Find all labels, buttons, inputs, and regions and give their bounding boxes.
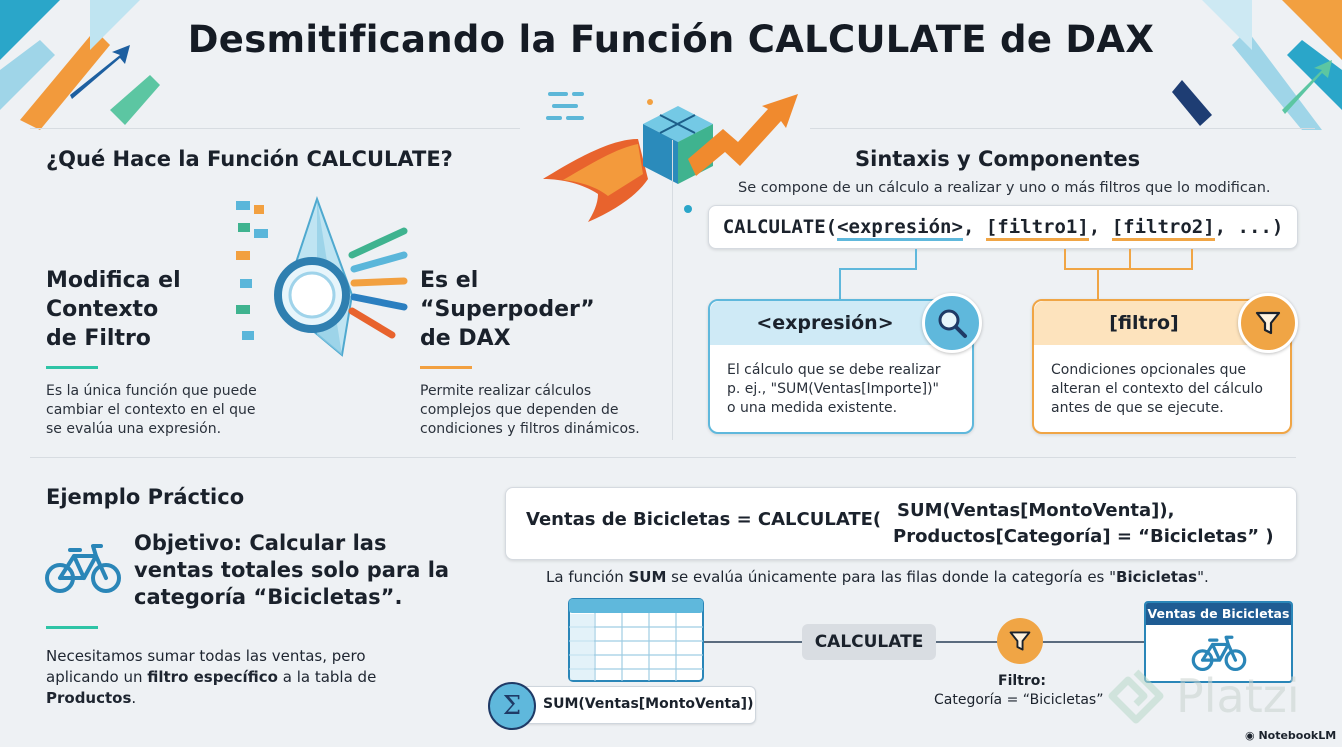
platzi-logo-mark <box>1108 668 1164 724</box>
note-text: a la tabla de <box>277 668 377 686</box>
table-icon <box>568 598 704 682</box>
feature-filter-context-desc <box>46 382 257 439</box>
feature-title-line: de DAX <box>420 326 511 351</box>
desc-line: p. ej., "SUM(Ventas[Importe])" <box>727 381 939 397</box>
note-line: Necesitamos sumar todas las ventas, pero <box>46 647 366 665</box>
top-divider-right <box>810 128 1315 129</box>
explain-emphasis: Bicicletas <box>1116 568 1198 586</box>
syntax-heading: Sintaxis y Componentes <box>855 147 1141 171</box>
code-comma: , <box>962 216 986 238</box>
explain-emphasis: SUM <box>628 568 667 586</box>
example-heading: Ejemplo Práctico <box>46 485 245 509</box>
platzi-watermark: Platzi <box>1176 669 1300 723</box>
vertical-divider <box>672 140 673 440</box>
desc-line: Permite realizar cálculos <box>420 383 592 399</box>
code-expression-param: <expresión> <box>837 216 963 241</box>
desc-line: condiciones y filtros dinámicos. <box>420 421 640 437</box>
sum-label: SUM(Ventas[MontoVenta]) <box>543 696 754 712</box>
desc-line: o una medida existente. <box>727 400 898 416</box>
syntax-connectors <box>700 247 1300 307</box>
sum-flow-node <box>504 686 756 724</box>
example-note <box>46 646 376 709</box>
feature-filter-context-title <box>46 266 181 353</box>
code-rest: , ...) <box>1214 216 1284 238</box>
formula-line2: Productos[Categoría] = “Bicicletas” ) <box>893 526 1274 547</box>
filter-flow-value: Categoría = “Bicicletas” <box>934 692 1104 708</box>
feature-title-line: “Superpoder” <box>420 297 595 322</box>
code-filter2-param: [filtro2] <box>1112 216 1215 241</box>
feature-superpower-title <box>420 266 595 353</box>
note-emphasis: filtro específico <box>147 668 278 686</box>
filter-card-label: [filtro] <box>1034 301 1254 345</box>
note-text: . <box>131 689 137 707</box>
platzi-logo <box>1108 668 1300 724</box>
feature-title-line: de Filtro <box>46 326 151 351</box>
desc-line: Condiciones opcionales que <box>1051 362 1247 378</box>
section-divider <box>30 457 1296 458</box>
what-section-heading: ¿Qué Hace la Función CALCULATE? <box>46 147 453 171</box>
bicycle-icon <box>44 540 122 596</box>
notebooklm-icon: ◉ <box>1245 729 1259 742</box>
objective-line: ventas totales solo para la <box>134 558 450 582</box>
filter-flow-title: Filtro: <box>998 673 1046 689</box>
result-bicycle-icon <box>1190 633 1248 673</box>
explain-text: se evalúa únicamente para las filas donde la categoría es " <box>666 568 1117 586</box>
funnel-icon <box>1238 293 1298 353</box>
brand-label <box>1245 729 1336 742</box>
result-card-title: Ventas de Bicicletas <box>1146 603 1291 625</box>
top-divider-left <box>30 128 520 129</box>
explain-text: ". <box>1197 568 1209 586</box>
formula-line1: SUM(Ventas[MontoVenta]), <box>897 500 1175 521</box>
code-filter1-param: [filtro1] <box>986 216 1089 241</box>
example-objective <box>134 530 449 611</box>
note-line <box>46 688 376 709</box>
accent-line-teal-example <box>46 626 98 629</box>
feature-title-line: Modifica el <box>46 268 181 293</box>
page-title: Desmitificando la Función CALCULATE de DAX <box>187 18 1155 61</box>
note-text: aplicando un <box>46 668 148 686</box>
formula-box <box>505 487 1297 560</box>
objective-line: categoría “Bicicletas”. <box>134 585 403 609</box>
desc-line: antes de que se ejecute. <box>1051 400 1224 416</box>
prism-lens-illustration <box>232 195 410 363</box>
syntax-code-box <box>708 205 1298 249</box>
brand-text: NotebookLM <box>1258 729 1337 742</box>
explain-text: La función <box>546 568 629 586</box>
desc-line: El cálculo que se debe realizar <box>727 362 941 378</box>
feature-title-line: Contexto <box>46 297 159 322</box>
funnel-flow-icon <box>997 618 1043 664</box>
desc-line: complejos que dependen de <box>420 402 619 418</box>
accent-line-teal <box>46 366 98 369</box>
note-emphasis: Productos <box>46 689 132 707</box>
desc-line: Es la única función que puede <box>46 383 257 399</box>
expression-card-label: <expresión> <box>710 301 940 345</box>
desc-line: se evalúa una expresión. <box>46 421 222 437</box>
calculate-flow-node: CALCULATE <box>802 624 936 660</box>
feature-title-line: Es el <box>420 268 479 293</box>
magnifier-icon <box>922 293 982 353</box>
desc-line: alteran el contexto del cálculo <box>1051 381 1263 397</box>
note-line <box>46 667 376 688</box>
code-comma: , <box>1088 216 1112 238</box>
accent-line-orange <box>420 366 472 369</box>
syntax-subtitle: Se compone de un cálculo a realizar y uno o más filtros que lo modifican. <box>738 180 1271 196</box>
feature-superpower-desc <box>420 382 640 439</box>
filter-card-desc <box>1051 361 1263 418</box>
expression-card-desc <box>727 361 941 418</box>
desc-line: cambiar el contexto en el que <box>46 402 256 418</box>
objective-line: Objetivo: Calcular las <box>134 531 387 555</box>
formula-explanation <box>546 568 1209 586</box>
code-function: CALCULATE( <box>722 216 838 238</box>
sigma-icon: Σ <box>488 682 536 730</box>
formula-left: Ventas de Bicicletas = CALCULATE( <box>526 509 882 530</box>
